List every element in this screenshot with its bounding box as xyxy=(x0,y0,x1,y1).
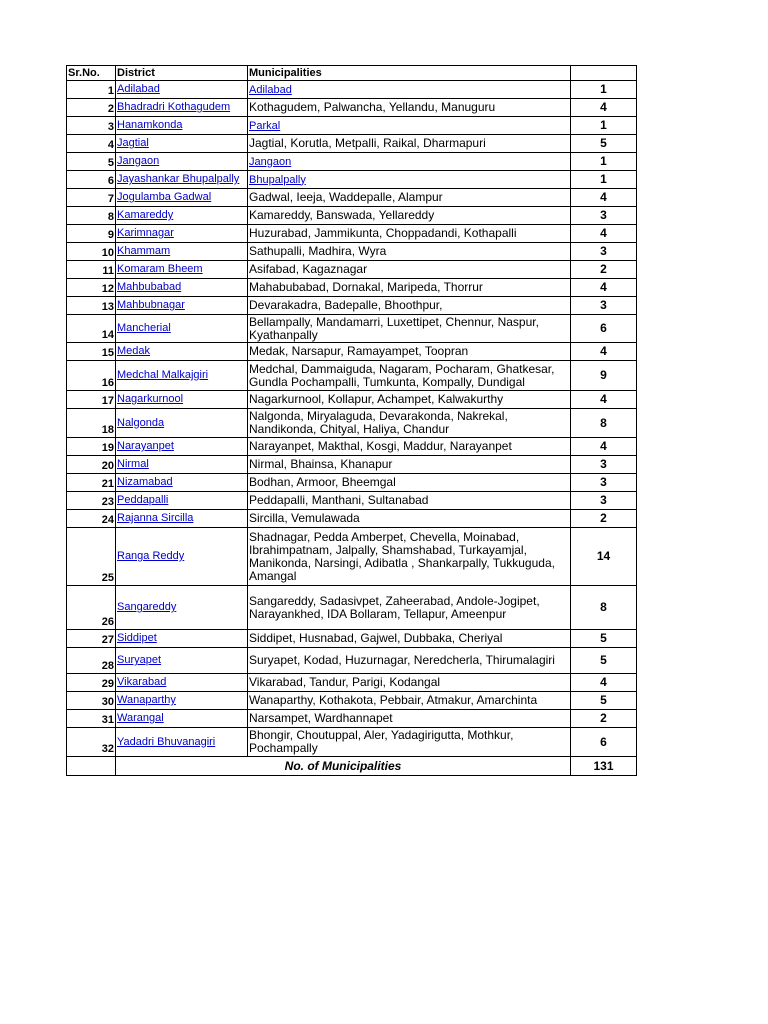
district-link[interactable]: Vikarabad xyxy=(117,676,167,688)
row-number: 25 xyxy=(67,528,116,586)
district-link[interactable]: Bhadradri Kothagudem xyxy=(117,101,231,113)
municipalities-cell xyxy=(248,243,571,261)
row-number: 24 xyxy=(67,510,116,528)
municipality-count: 3 xyxy=(571,297,637,315)
municipality-list: Shadnagar, Pedda Amberpet, Chevella, Moinabad, Ibrahimpatnam, Jalpally, Shamshabad, Turkayamjal, Manikonda, Narsingi, Adibatla , Shankarpally, Tukkuguda, Amangal xyxy=(249,529,555,583)
table-row xyxy=(67,474,637,492)
municipalities-cell xyxy=(248,315,571,343)
table-row xyxy=(67,225,637,243)
row-number: 12 xyxy=(67,279,116,297)
municipalities-cell xyxy=(248,189,571,207)
municipality-list: Asifabad, Kagaznagar xyxy=(249,262,368,276)
district-link[interactable]: Karimnagar xyxy=(117,227,174,239)
row-number: 4 xyxy=(67,135,116,153)
row-number: 16 xyxy=(67,361,116,391)
row-number: 1 xyxy=(67,81,116,99)
municipalities-cell xyxy=(248,171,571,189)
municipality-count: 5 xyxy=(571,135,637,153)
row-number: 14 xyxy=(67,315,116,343)
district-link[interactable]: Ranga Reddy xyxy=(117,550,185,562)
district-link[interactable]: Medak xyxy=(117,345,151,357)
municipality-count: 8 xyxy=(571,586,637,630)
municipality-list: Kamareddy, Banswada, Yellareddy xyxy=(249,208,435,222)
table-row xyxy=(67,510,637,528)
municipality-list: Peddapalli, Manthani, Sultanabad xyxy=(249,493,429,507)
table-body xyxy=(67,81,637,757)
row-number: 31 xyxy=(67,710,116,728)
row-number: 15 xyxy=(67,343,116,361)
table-row xyxy=(67,81,637,99)
municipality-count: 2 xyxy=(571,710,637,728)
row-number: 18 xyxy=(67,409,116,438)
municipality-list: Sathupalli, Madhira, Wyra xyxy=(249,244,387,258)
district-cell xyxy=(116,674,248,692)
municipalities-cell xyxy=(248,474,571,492)
municipality-count: 4 xyxy=(571,674,637,692)
table-row xyxy=(67,409,637,438)
municipalities-cell xyxy=(248,438,571,456)
municipality-list: Wanaparthy, Kothakota, Pebbair, Atmakur, Amarchinta xyxy=(249,693,538,707)
district-link[interactable]: Sangareddy xyxy=(117,601,177,613)
header-district: District xyxy=(116,66,248,81)
municipality-list: Jagtial, Korutla, Metpalli, Raikal, Dharmapuri xyxy=(249,136,486,150)
district-cell xyxy=(116,648,248,674)
row-number: 7 xyxy=(67,189,116,207)
district-link[interactable]: Jogulamba Gadwal xyxy=(117,191,212,203)
district-link[interactable]: Jangaon xyxy=(117,155,160,167)
municipalities-cell xyxy=(248,343,571,361)
district-link[interactable]: Khammam xyxy=(117,245,171,257)
municipality-list: Mahabubabad, Dornakal, Maripeda, Thorrur xyxy=(249,280,483,294)
district-cell xyxy=(116,409,248,438)
municipality-count: 3 xyxy=(571,243,637,261)
municipality-count: 1 xyxy=(571,153,637,171)
municipalities-cell xyxy=(248,99,571,117)
row-number: 19 xyxy=(67,438,116,456)
district-cell xyxy=(116,728,248,757)
table-row xyxy=(67,630,637,648)
header-row xyxy=(67,66,637,81)
district-link[interactable]: Jayashankar Bhupalpally xyxy=(117,173,240,185)
district-cell xyxy=(116,225,248,243)
row-number: 32 xyxy=(67,728,116,757)
footer-row xyxy=(67,757,637,776)
municipality-count: 1 xyxy=(571,171,637,189)
row-number: 6 xyxy=(67,171,116,189)
municipality-list: Bhongir, Choutuppal, Aler, Yadagirigutta, Mothkur, Pochampally xyxy=(249,728,514,755)
municipalities-cell xyxy=(248,207,571,225)
municipality-count: 1 xyxy=(571,81,637,99)
table-row xyxy=(67,528,637,586)
district-link[interactable]: Mancherial xyxy=(117,322,171,334)
table-row xyxy=(67,438,637,456)
table-row xyxy=(67,648,637,674)
row-number: 27 xyxy=(67,630,116,648)
district-cell xyxy=(116,207,248,225)
district-cell xyxy=(116,510,248,528)
municipality-list: Bellampally, Mandamarri, Luxettipet, Chennur, Naspur, Kyathanpally xyxy=(249,314,539,342)
municipality-list: Gadwal, Ieeja, Waddepalle, Alampur xyxy=(249,190,443,204)
municipality-count: 4 xyxy=(571,99,637,117)
district-link[interactable]: Suryapet xyxy=(117,654,162,666)
table-row xyxy=(67,243,637,261)
municipality-list: Sircilla, Vemulawada xyxy=(249,511,360,525)
municipality-count: 4 xyxy=(571,225,637,243)
district-link[interactable]: Rajanna Sircilla xyxy=(117,512,194,524)
municipality-list: Siddipet, Husnabad, Gajwel, Dubbaka, Cheriyal xyxy=(249,631,503,645)
municipality-count: 3 xyxy=(571,492,637,510)
municipality-list: Nagarkurnool, Kollapur, Achampet, Kalwakurthy xyxy=(249,392,504,406)
district-link[interactable]: Nizamabad xyxy=(117,476,173,488)
row-number: 30 xyxy=(67,692,116,710)
municipality-count: 8 xyxy=(571,409,637,438)
municipalities-cell xyxy=(248,261,571,279)
district-cell xyxy=(116,171,248,189)
municipalities-cell xyxy=(248,81,571,99)
district-cell xyxy=(116,243,248,261)
district-link[interactable]: Nirmal xyxy=(117,458,149,470)
municipality-count: 5 xyxy=(571,648,637,674)
municipalities-cell xyxy=(248,153,571,171)
district-cell xyxy=(116,586,248,630)
municipality-count: 3 xyxy=(571,456,637,474)
municipalities-cell xyxy=(248,225,571,243)
municipality-count: 1 xyxy=(571,117,637,135)
municipality-list: Huzurabad, Jammikunta, Choppadandi, Kothapalli xyxy=(249,226,517,240)
row-number: 28 xyxy=(67,648,116,674)
district-link[interactable]: Peddapalli xyxy=(117,494,169,506)
district-cell xyxy=(116,438,248,456)
municipalities-cell xyxy=(248,117,571,135)
table-row xyxy=(67,674,637,692)
row-number: 3 xyxy=(67,117,116,135)
district-link[interactable]: Warangal xyxy=(117,712,164,724)
table-row xyxy=(67,391,637,409)
municipalities-cell xyxy=(248,586,571,630)
municipality-count: 4 xyxy=(571,343,637,361)
municipalities-cell xyxy=(248,297,571,315)
municipality-count: 9 xyxy=(571,361,637,391)
municipality-list: Nirmal, Bhainsa, Khanapur xyxy=(249,457,393,471)
row-number: 8 xyxy=(67,207,116,225)
municipalities-cell xyxy=(248,728,571,757)
municipalities-cell xyxy=(248,528,571,586)
row-number: 10 xyxy=(67,243,116,261)
municipality-count: 4 xyxy=(571,438,637,456)
municipality-link[interactable]: Adilabad xyxy=(249,83,292,96)
district-cell xyxy=(116,456,248,474)
municipalities-cell xyxy=(248,492,571,510)
district-link[interactable]: Narayanpet xyxy=(117,440,174,452)
table-row xyxy=(67,207,637,225)
table-row xyxy=(67,692,637,710)
municipality-count: 6 xyxy=(571,315,637,343)
table-row xyxy=(67,279,637,297)
table-row xyxy=(67,315,637,343)
municipality-list: Medak, Narsapur, Ramayampet, Toopran xyxy=(249,344,469,358)
district-cell xyxy=(116,710,248,728)
district-link[interactable]: Kamareddy xyxy=(117,209,174,221)
municipality-link[interactable]: Bhupalpally xyxy=(249,173,306,186)
table-row xyxy=(67,361,637,391)
municipality-count: 2 xyxy=(571,510,637,528)
district-link[interactable]: Nagarkurnool xyxy=(117,393,184,405)
district-link[interactable]: Hanamkonda xyxy=(117,119,183,131)
district-link[interactable]: Mahbubabad xyxy=(117,281,182,293)
district-link[interactable]: Siddipet xyxy=(117,632,157,644)
municipality-list: Narayanpet, Makthal, Kosgi, Maddur, Narayanpet xyxy=(249,439,512,453)
municipalities-cell xyxy=(248,409,571,438)
district-cell xyxy=(116,528,248,586)
district-cell xyxy=(116,630,248,648)
district-link[interactable]: Nalgonda xyxy=(117,416,165,429)
district-cell xyxy=(116,391,248,409)
municipality-count: 5 xyxy=(571,692,637,710)
municipalities-cell xyxy=(248,510,571,528)
district-cell xyxy=(116,343,248,361)
district-link[interactable]: Mahbubnagar xyxy=(117,299,185,311)
table-row xyxy=(67,456,637,474)
municipality-count: 4 xyxy=(571,189,637,207)
municipality-count: 2 xyxy=(571,261,637,279)
municipality-link[interactable]: Jangaon xyxy=(249,155,292,168)
table-row xyxy=(67,99,637,117)
municipality-list: Sangareddy, Sadasivpet, Zaheerabad, Andole-Jogipet, Narayankhed, IDA Bollaram, Tellapur, Ameenpur xyxy=(249,593,540,621)
municipalities-cell xyxy=(248,692,571,710)
district-link[interactable]: Adilabad xyxy=(117,83,160,95)
district-link[interactable]: Medchal Malkajgiri xyxy=(117,369,209,381)
municipality-count: 3 xyxy=(571,474,637,492)
table-row xyxy=(67,728,637,757)
municipality-list: Bodhan, Armoor, Bheemgal xyxy=(249,475,396,489)
municipality-list: Vikarabad, Tandur, Parigi, Kodangal xyxy=(249,675,441,689)
table-row xyxy=(67,492,637,510)
district-cell xyxy=(116,315,248,343)
row-number: 11 xyxy=(67,261,116,279)
table-row xyxy=(67,343,637,361)
district-cell xyxy=(116,692,248,710)
district-cell xyxy=(116,153,248,171)
district-cell xyxy=(116,492,248,510)
district-link[interactable]: Wanaparthy xyxy=(117,694,176,706)
municipalities-cell xyxy=(248,674,571,692)
row-number: 17 xyxy=(67,391,116,409)
district-cell xyxy=(116,361,248,391)
row-number: 2 xyxy=(67,99,116,117)
municipalities-cell xyxy=(248,135,571,153)
header-srno: Sr.No. xyxy=(67,66,116,81)
row-number: 21 xyxy=(67,474,116,492)
municipalities-cell xyxy=(248,456,571,474)
row-number: 23 xyxy=(67,492,116,510)
footer-label: No. of Municipalities xyxy=(116,757,571,776)
district-cell xyxy=(116,189,248,207)
row-number: 29 xyxy=(67,674,116,692)
district-link[interactable]: Yadadri Bhuvanagiri xyxy=(117,735,216,748)
district-cell xyxy=(116,279,248,297)
municipality-list: Nalgonda, Miryalaguda, Devarakonda, Nakrekal, Nandikonda, Chityal, Haliya, Chandur xyxy=(249,409,508,436)
table-row xyxy=(67,117,637,135)
municipalities-cell xyxy=(248,361,571,391)
table-row xyxy=(67,297,637,315)
table-row xyxy=(67,710,637,728)
row-number: 26 xyxy=(67,586,116,630)
municipality-list: Medchal, Dammaiguda, Nagaram, Pocharam, Ghatkesar, Gundla Pochampalli, Tumkunta, Kompally, Dundigal xyxy=(249,361,555,389)
footer-total: 131 xyxy=(571,757,637,776)
municipalities-cell xyxy=(248,648,571,674)
municipality-list: Devarakadra, Badepalle, Bhoothpur, xyxy=(249,298,443,312)
header-count xyxy=(571,66,637,81)
row-number: 9 xyxy=(67,225,116,243)
district-cell xyxy=(116,81,248,99)
municipality-count: 6 xyxy=(571,728,637,757)
table-row xyxy=(67,189,637,207)
header-municipalities: Municipalities xyxy=(248,66,571,81)
municipality-count: 3 xyxy=(571,207,637,225)
district-cell xyxy=(116,117,248,135)
municipality-list: Kothagudem, Palwancha, Yellandu, Manuguru xyxy=(249,100,496,114)
municipalities-cell xyxy=(248,391,571,409)
municipality-link[interactable]: Parkal xyxy=(249,119,281,132)
municipality-count: 5 xyxy=(571,630,637,648)
municipality-count: 4 xyxy=(571,279,637,297)
row-number: 20 xyxy=(67,456,116,474)
municipality-list: Suryapet, Kodad, Huzurnagar, Neredcherla, Thirumalagiri xyxy=(249,653,555,667)
municipalities-table xyxy=(66,65,637,776)
district-cell xyxy=(116,474,248,492)
table-row xyxy=(67,261,637,279)
district-link[interactable]: Jagtial xyxy=(117,137,149,149)
footer-empty xyxy=(67,757,116,776)
district-cell xyxy=(116,135,248,153)
table-row xyxy=(67,135,637,153)
table-row xyxy=(67,153,637,171)
table-row xyxy=(67,586,637,630)
district-cell xyxy=(116,261,248,279)
district-cell xyxy=(116,99,248,117)
municipality-count: 4 xyxy=(571,391,637,409)
municipalities-cell xyxy=(248,630,571,648)
table-row xyxy=(67,171,637,189)
row-number: 5 xyxy=(67,153,116,171)
municipalities-cell xyxy=(248,710,571,728)
district-link[interactable]: Komaram Bheem xyxy=(117,263,203,275)
municipality-count: 14 xyxy=(571,528,637,586)
district-cell xyxy=(116,297,248,315)
municipalities-cell xyxy=(248,279,571,297)
row-number: 13 xyxy=(67,297,116,315)
municipality-list: Narsampet, Wardhannapet xyxy=(249,711,393,725)
